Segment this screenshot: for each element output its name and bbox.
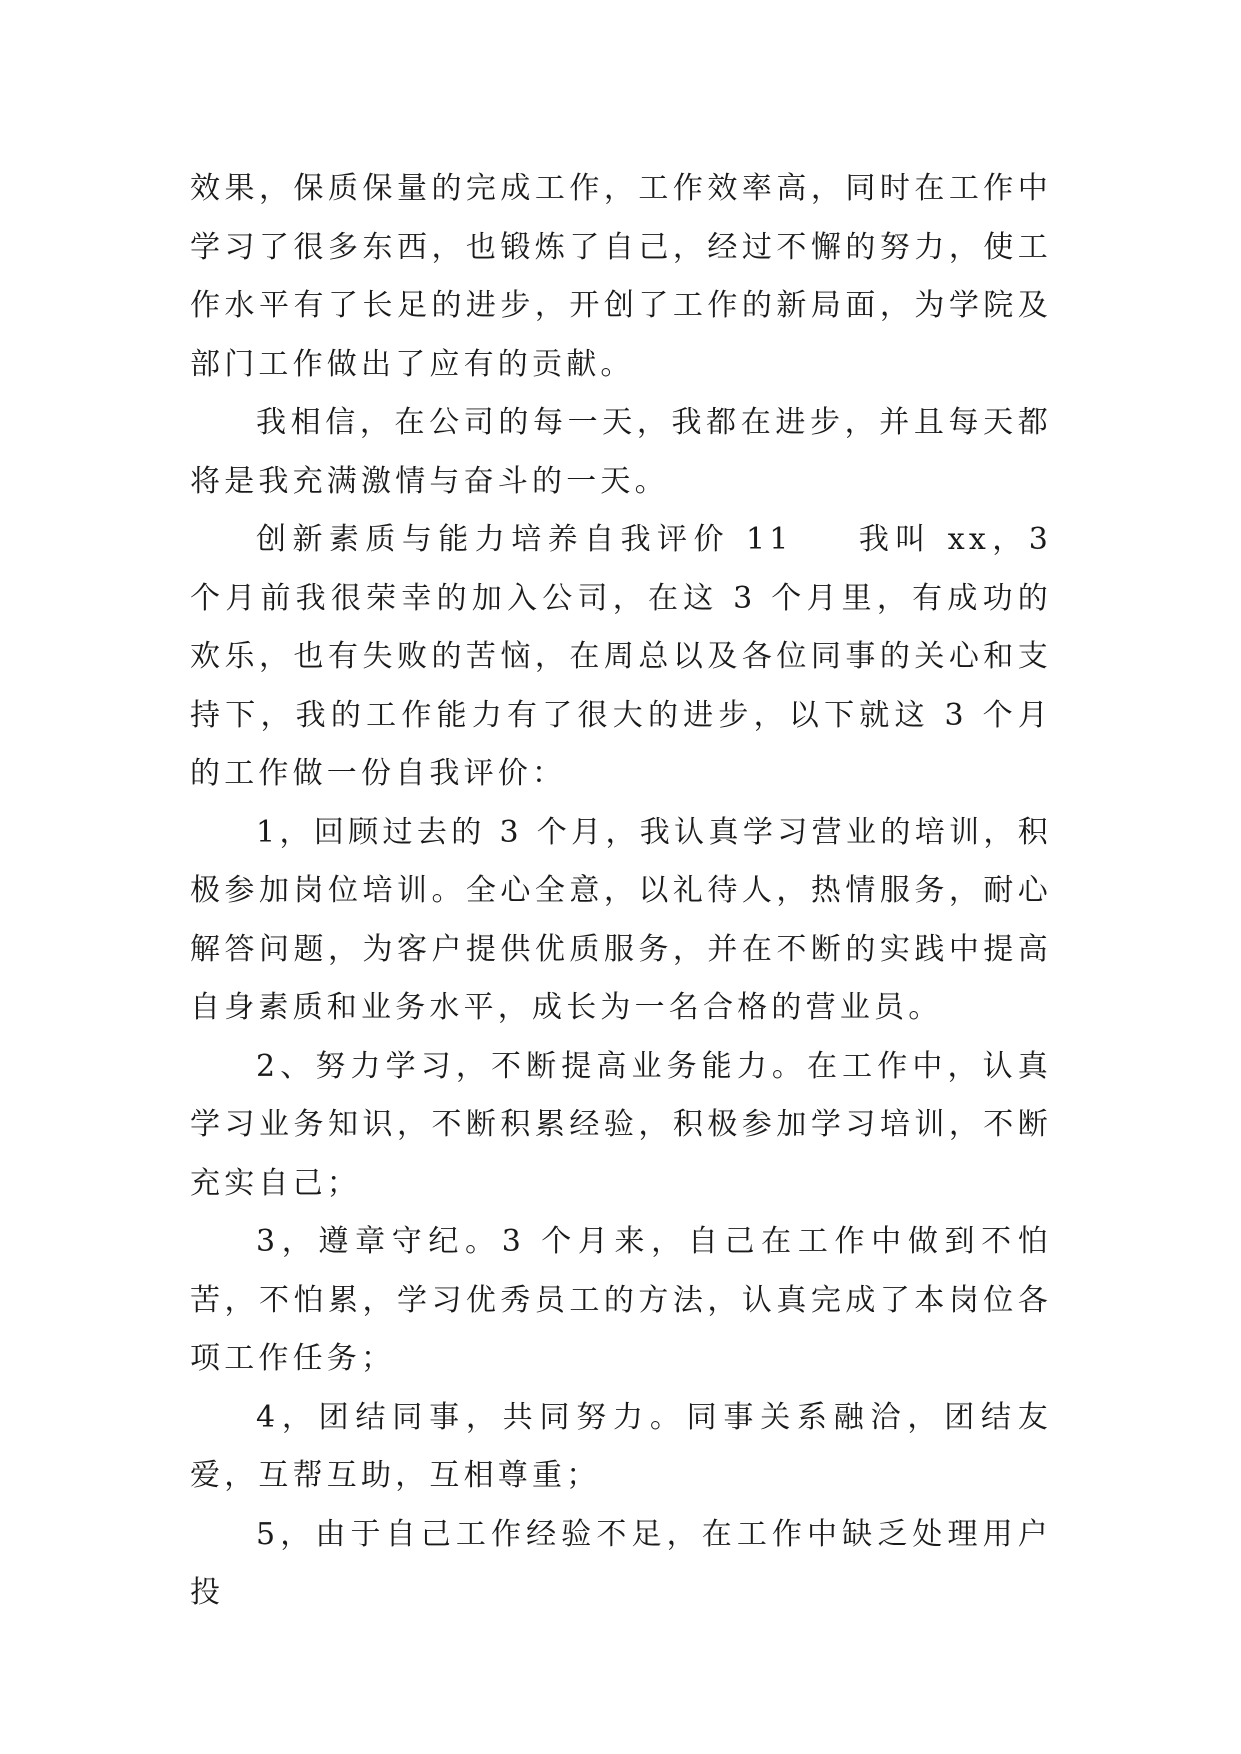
- paragraph-item-4: 4，团结同事，共同努力。同事关系融洽，团结友爱，互帮互助，互相尊重；: [190, 1399, 1052, 1493]
- paragraph-item-5: 5，由于自己工作经验不足，在工作中缺乏处理用户投: [190, 1516, 1052, 1610]
- paragraph-item-2: 2、努力学习，不断提高业务能力。在工作中，认真学习业务知识，不断积累经验，积极参加学习培训，不断充实自己；: [190, 1048, 1052, 1201]
- paragraph-belief: 我相信，在公司的每一天，我都在进步，并且每天都将是我充满激情与奋斗的一天。: [190, 405, 1052, 499]
- document-body: [190, 160, 1052, 1623]
- section-title: 创新素质与能力培养自我评价 11: [256, 522, 793, 557]
- paragraph-intro: [190, 511, 1052, 804]
- paragraph-item-3: 3，遵章守纪。3 个月来，自己在工作中做到不怕苦，不怕累，学习优秀员工的方法，认真完成了本岗位各项工作任务；: [190, 1224, 1052, 1376]
- paragraph-intro-text: 我叫 xx，3 个月前我很荣幸的加入公司，在这 3 个月里，有成功的欢乐，也有失败的苦恼，在周总以及各位同事的关心和支持下，我的工作能力有了很大的进步，以下就这 3 个月的工作做一份自我评价：: [190, 522, 1052, 791]
- paragraph-continuation: 效果，保质保量的完成工作，工作效率高，同时在工作中学习了很多东西，也锻炼了自己，经过不懈的努力，使工作水平有了长足的进步，开创了工作的新局面，为学院及部门工作做出了应有的贡献。: [190, 171, 1052, 382]
- paragraph-item-1: 1，回顾过去的 3 个月，我认真学习营业的培训，积极参加岗位培训。全心全意，以礼待人，热情服务，耐心解答问题，为客户提供优质服务，并在不断的实践中提高自身素质和业务水平，成长为一名合格的营业员。: [190, 814, 1052, 1025]
